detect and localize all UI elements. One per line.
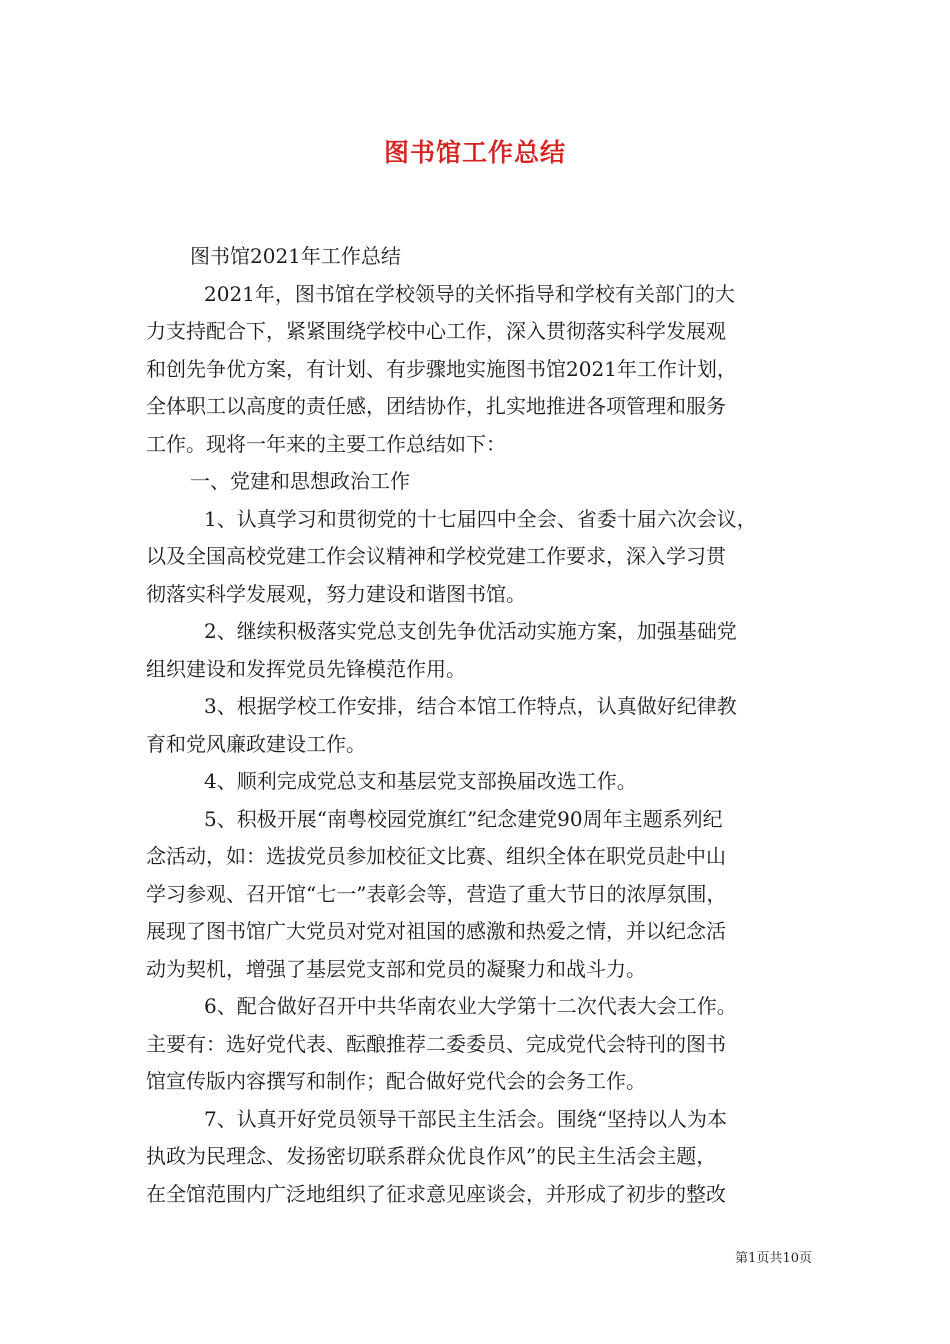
paragraph-line: 1、认真学习和贯彻党的十七届四中全会、省委十届六次会议， bbox=[204, 506, 757, 531]
paragraph-line: 动为契机，增强了基层党支部和党员的凝聚力和战斗力。 bbox=[146, 956, 646, 981]
paragraph-line: 工作。现将一年来的主要工作总结如下： bbox=[146, 431, 506, 456]
paragraph-line: 育和党风廉政建设工作。 bbox=[146, 731, 366, 756]
paragraph-line: 在全馆范围内广泛地组织了征求意见座谈会，并形成了初步的整改 bbox=[146, 1181, 726, 1206]
paragraph-line: 4、顺利完成党总支和基层党支部换届改选工作。 bbox=[204, 769, 637, 793]
paragraph-line: 3、根据学校工作安排，结合本馆工作特点，认真做好纪律教 bbox=[204, 694, 737, 718]
paragraph-line: 6、配合做好召开中共华南农业大学第十二次代表大会工作。 bbox=[204, 994, 737, 1018]
paragraph-line: 2021年，图书馆在学校领导的关怀指导和学校有关部门的大 bbox=[204, 281, 735, 306]
paragraph-line: 馆宣传版内容撰写和制作；配合做好党代会的会务工作。 bbox=[146, 1069, 646, 1093]
paragraph-line: 2、继续积极落实党总支创先争优活动实施方案，加强基础党 bbox=[204, 619, 737, 643]
paragraph-line: 和创先争优方案，有计划、有步骤地实施图书馆2021年工作计划， bbox=[146, 356, 737, 381]
paragraph-line: 主要有：选好党代表、酝酿推荐二委委员、完成党代会特刊的图书 bbox=[146, 1031, 726, 1056]
paragraph-line: 执政为民理念、发扬密切联系群众优良作风”的民主生活会主题， bbox=[146, 1144, 717, 1168]
paragraph-line: 学习参观、召开馆“七一”表彰会等，营造了重大节日的浓厚氛围， bbox=[146, 881, 727, 906]
paragraph-line: 以及全国高校党建工作会议精神和学校党建工作要求，深入学习贯 bbox=[146, 544, 726, 568]
paragraph-line: 5、积极开展“南粤校园党旗红”纪念建党90周年主题系列纪 bbox=[204, 806, 723, 831]
paragraph-line: 全体职工以高度的责任感，团结协作，扎实地推进各项管理和服务 bbox=[146, 394, 726, 418]
document-title: 图书馆工作总结 bbox=[383, 138, 566, 167]
paragraph-line: 力支持配合下，紧紧围绕学校中心工作，深入贯彻落实科学发展观 bbox=[146, 319, 726, 343]
paragraph-line: 念活动，如：选拔党员参加校征文比赛、组织全体在职党员赴中山 bbox=[146, 844, 726, 868]
paragraph-line: 彻落实科学发展观，努力建设和谐图书馆。 bbox=[146, 581, 526, 606]
section-heading: 一、党建和思想政治工作 bbox=[190, 469, 410, 493]
subtitle-line: 图书馆2021年工作总结 bbox=[190, 244, 401, 268]
paragraph-line: 组织建设和发挥党员先锋模范作用。 bbox=[146, 656, 466, 681]
paragraph-line: 7、认真开好党员领导干部民主生活会。围绕“坚持以人为本 bbox=[204, 1106, 727, 1131]
page-number: 第1页共10页 bbox=[735, 1251, 812, 1266]
document-body bbox=[146, 238, 806, 1213]
paragraph-line: 展现了图书馆广大党员对党对祖国的感激和热爱之情，并以纪念活 bbox=[146, 919, 726, 943]
